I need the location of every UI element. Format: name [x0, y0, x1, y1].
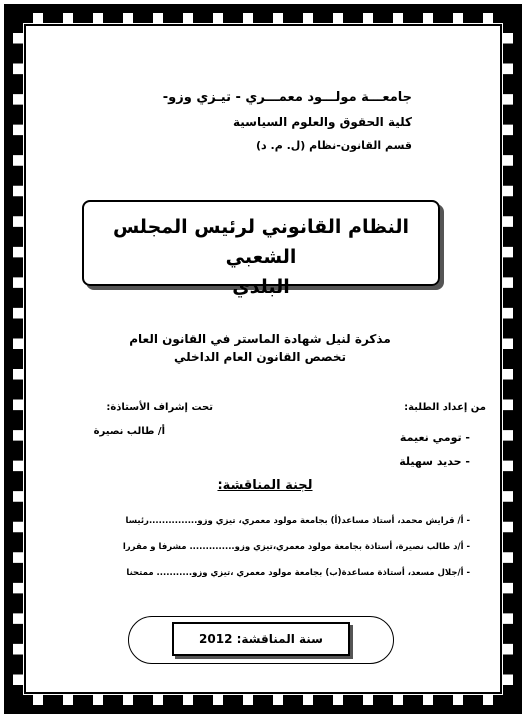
committee-title: [180, 478, 350, 493]
supervisor-name: أ/ طالب نصيرة: [93, 426, 165, 437]
degree-line: مذكرة لنيل شهادة الماستر في القانون العام: [129, 332, 391, 346]
degree-description: [60, 330, 460, 366]
thesis-title-line1: النظام القانوني لرئيس المجلس الشعبي: [112, 216, 410, 268]
defense-year-value: 2012: [199, 632, 233, 646]
department-name: قسم القانون-نظام (ل. م. د): [256, 139, 412, 152]
student-name: - تومي نعيمة: [399, 426, 470, 450]
committee-member: - أ/جلال مسعد، أستاذة مساعدة(ب) بجامعة مولود معمري ،تيزي وزو........... ممتحنا: [123, 560, 470, 586]
committee-member: - أ/د طالب نصيرة، أستاذة بجامعة مولود معمري،تيزي وزو.............. مشرفا و مقررا: [123, 534, 470, 560]
university-name: جامعـــة مولـــود معمـــري - تيـزي وزو-: [162, 90, 412, 105]
thesis-title-box: [82, 200, 440, 298]
thesis-title-line2: البلدي: [232, 276, 290, 298]
faculty-name: كلية الحقوق والعلوم السياسية: [232, 115, 412, 129]
defense-year-label: سنة المناقشة:: [236, 632, 323, 646]
students-label: من إعداد الطلبة:: [404, 402, 486, 413]
defense-year-outline: [128, 616, 394, 664]
committee-list: [123, 508, 470, 586]
specialization-line: تخصص القانون العام الداخلي: [174, 350, 346, 364]
students-list: [399, 426, 470, 474]
supervisor-label: تحت إشراف الأستاذة:: [106, 402, 213, 413]
committee-member: - أ/ قرايش محمد، أستاذ مساعد(أ) بجامعة مولود معمري، تيزي وزو...............رئيسا: [123, 508, 470, 534]
committee-title-text: لجنة المناقشة:: [217, 478, 313, 493]
defense-year-box: [172, 622, 350, 656]
institution-header: [112, 86, 412, 158]
student-name: - حديد سهيلة: [399, 450, 470, 474]
